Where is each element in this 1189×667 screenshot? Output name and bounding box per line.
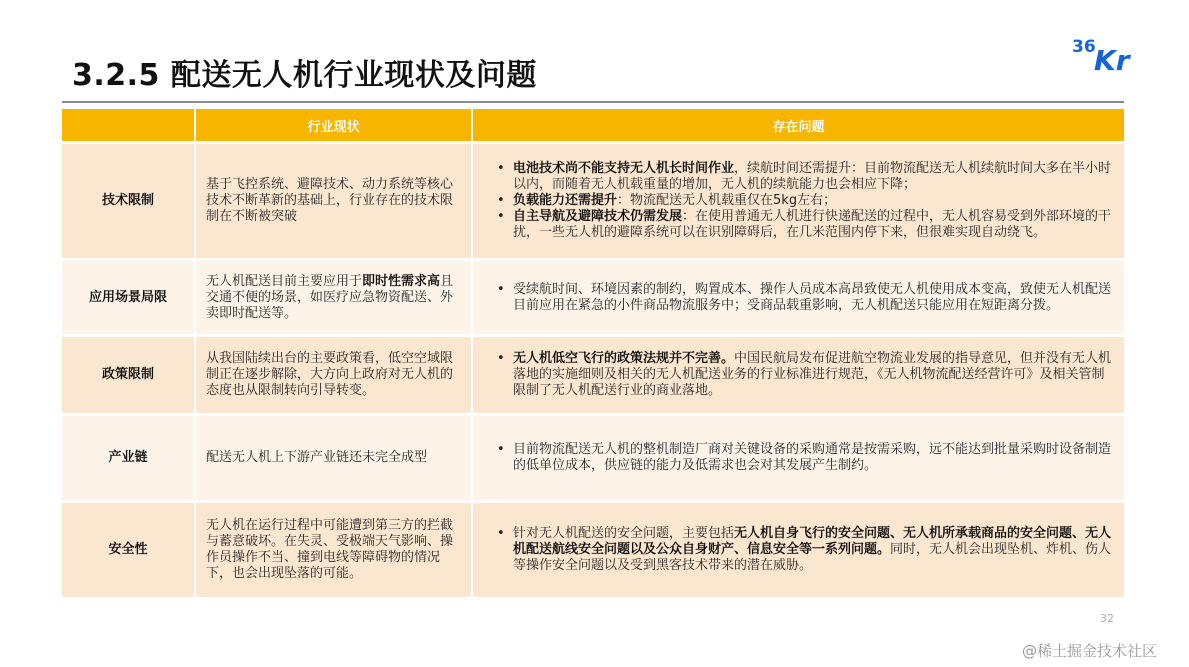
row-issues — [473, 144, 1124, 258]
row-issues — [473, 261, 1124, 334]
issues-table — [62, 109, 1124, 597]
issue-item: • 无人机低空飞行的政策法规并不完善。中国民航局发布促进航空物流业发展的指导意见，但并没有无人机落地的实施细则及相关的无人机配送业务的行业标准进行规范，《无人机物流配送经营许可》及相关管制限制了无人机配送行业的商业落地。 — [497, 351, 1114, 399]
36kr-logo — [1072, 34, 1142, 74]
row-name: 技术限制 — [62, 144, 194, 258]
row-status: 配送无人机上下游产业链还未完全成型 — [196, 416, 471, 500]
slide-title: 3.2.5 配送无人机行业现状及问题 — [72, 58, 537, 93]
row-name: 政策限制 — [62, 337, 194, 413]
table-row — [62, 144, 1124, 258]
issue-item: • 自主导航及避障技术仍需发展：在使用普通无人机进行快递配送的过程中，无人机容易受到外部环境的干扰，一些无人机的避障系统可以在识别障碍后，在几米范围内停下来，但很难实现自动绕飞。 — [497, 209, 1114, 241]
row-issues — [473, 503, 1124, 597]
header-status: 行业现状 — [196, 109, 471, 141]
issue-item: • 负载能力还需提升：物流配送无人机载重仅在5kg左右； — [497, 193, 1114, 209]
row-issues — [473, 416, 1124, 500]
row-name: 安全性 — [62, 503, 194, 597]
row-name: 应用场景局限 — [62, 261, 194, 334]
row-status: 基于飞控系统、避障技术、动力系统等核心技术不断革新的基础上，行业存在的技术限制在不断被突破 — [196, 144, 471, 258]
page-number: 32 — [1100, 612, 1114, 625]
row-status: 无人机配送目前主要应用于即时性需求高且交通不便的场景，如医疗应急物资配送、外卖即时配送等。 — [196, 261, 471, 334]
table-row — [62, 337, 1124, 413]
issue-item: • 针对无人机配送的安全问题，主要包括无人机自身飞行的安全问题、无人机所承载商品的安全问题、无人机配送航线安全问题以及公众自身财产、信息安全等一系列问题。同时，无人机会出现坠机、炸机、伤人等操作安全问题以及受到黑客技术带来的潜在威胁。 — [497, 526, 1114, 574]
row-issues — [473, 337, 1124, 413]
table-header-row — [62, 109, 1124, 141]
table-row — [62, 416, 1124, 500]
table-row — [62, 261, 1124, 334]
issue-item: • 电池技术尚不能支持无人机长时间作业，续航时间还需提升：目前物流配送无人机续航时间大多在半小时以内，而随着无人机载重量的增加，无人机的续航能力也会相应下降； — [497, 161, 1114, 193]
issue-item: • 受续航时间、环境因素的制约，购置成本、操作人员成本高昂致使无人机使用成本变高，致使无人机配送目前应用在紧急的小件商品物流服务中；受商品载重影响，无人机配送只能应用在短距离分拨。 — [497, 282, 1114, 314]
table-row — [62, 503, 1124, 597]
svg-text:Kr: Kr — [1094, 44, 1130, 74]
title-divider — [62, 101, 1124, 103]
row-status: 从我国陆续出台的主要政策看，低空空域限制正在逐步解除，大方向上政府对无人机的态度也从限制转向引导转变。 — [196, 337, 471, 413]
row-name: 产业链 — [62, 416, 194, 500]
header-issues: 存在问题 — [473, 109, 1124, 141]
row-status: 无人机在运行过程中可能遭到第三方的拦截与蓄意破坏。在失灵、受极端天气影响、操作员操作不当、撞到电线等障碍物的情况下，也会出现坠落的可能。 — [196, 503, 471, 597]
svg-text:36: 36 — [1072, 37, 1096, 57]
header-corner-cell — [62, 109, 194, 141]
issue-item: • 目前物流配送无人机的整机制造厂商对关键设备的采购通常是按需采购，远不能达到批量采购时设备制造的低单位成本，供应链的能力及低需求也会对其发展产生制约。 — [497, 442, 1114, 474]
watermark-text: @稀土掘金技术社区 — [1022, 642, 1158, 660]
